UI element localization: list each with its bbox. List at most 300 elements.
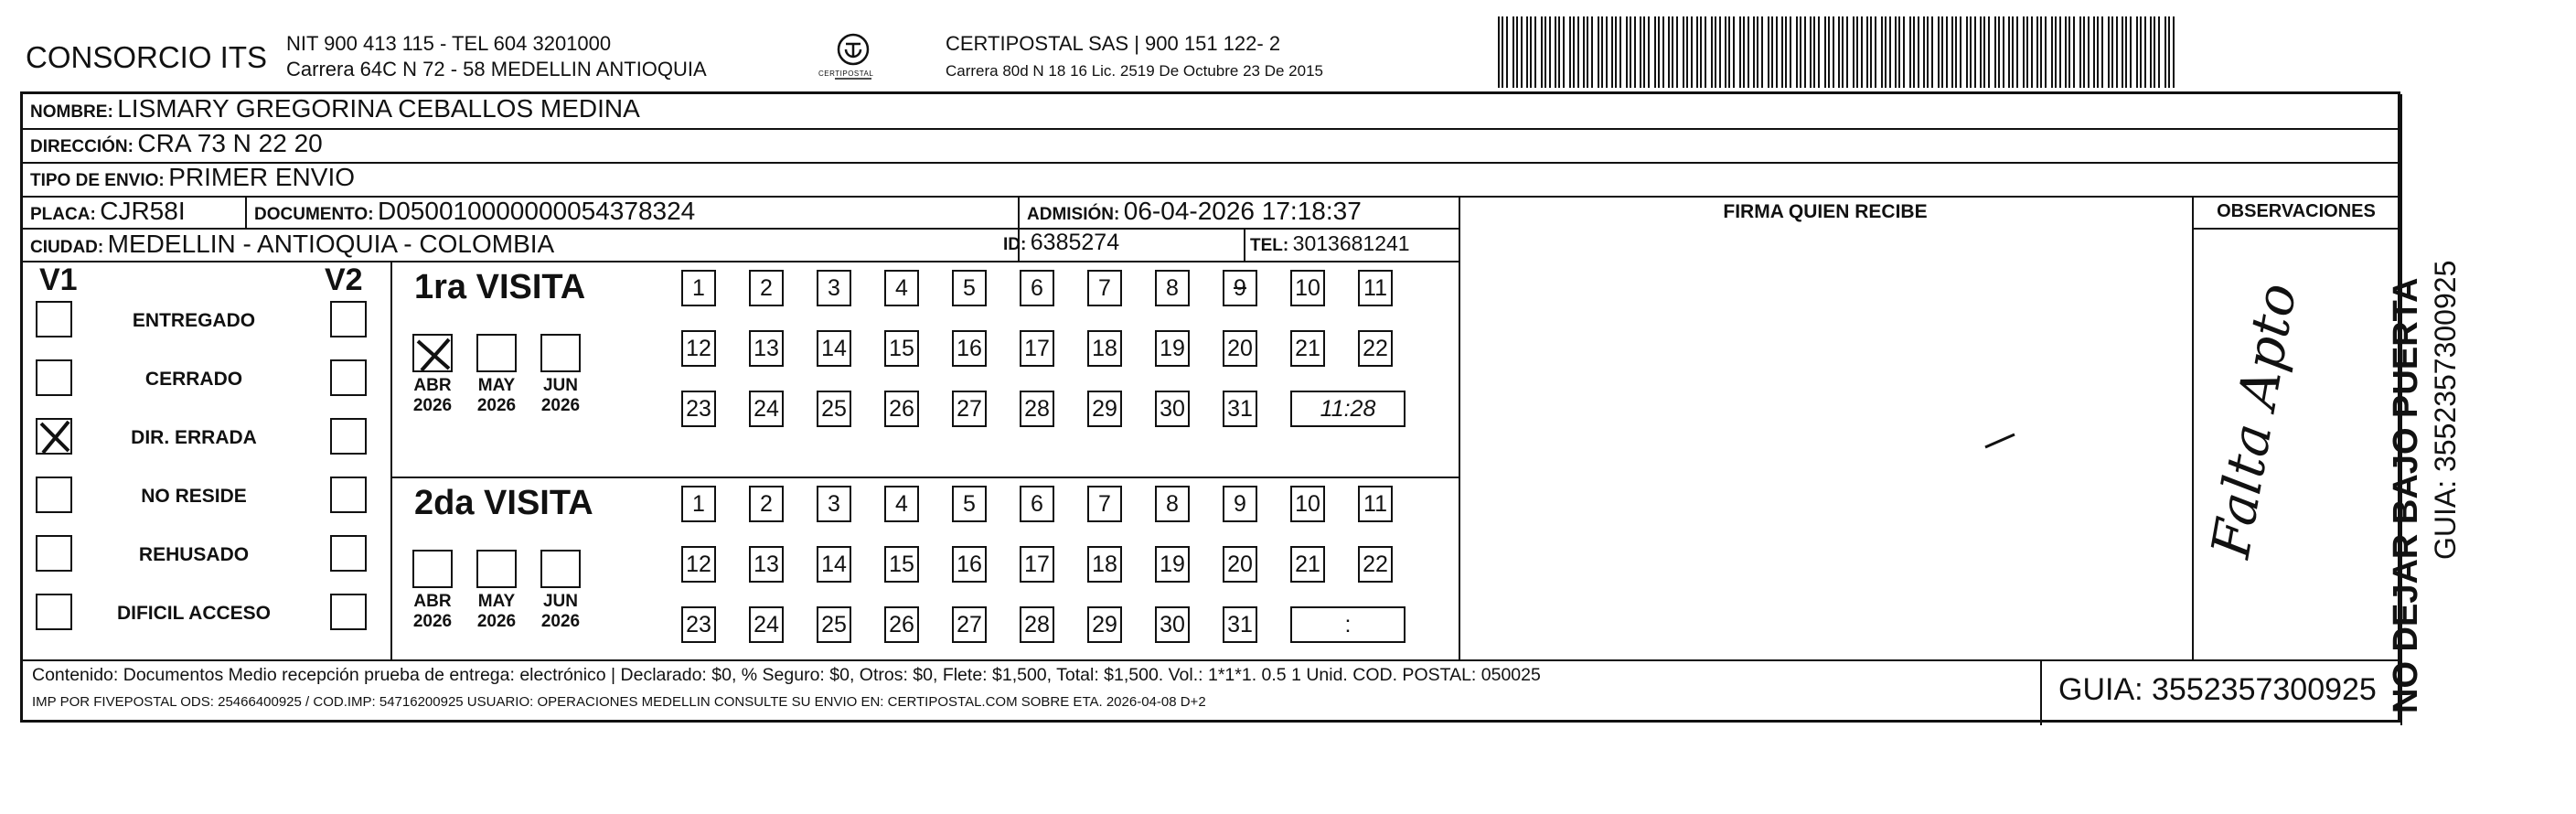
barcode-bar <box>1898 16 1900 88</box>
barcode-bar <box>1541 16 1543 88</box>
day-box[interactable]: 27 <box>952 606 987 643</box>
tipo-row <box>30 163 355 192</box>
check-x-icon <box>414 336 454 374</box>
status-label: REHUSADO <box>138 544 250 565</box>
barcode-bar <box>1846 16 1848 88</box>
month-checkbox[interactable] <box>412 550 453 588</box>
day-box[interactable]: 3 <box>817 270 851 306</box>
month-label <box>533 592 588 632</box>
barcode-bar <box>1526 16 1528 88</box>
day-box[interactable]: 7 <box>1087 270 1122 306</box>
barcode-bar <box>1563 16 1565 88</box>
placa-label: PLACA: <box>30 205 96 224</box>
direccion-value: CRA 73 N 22 20 <box>137 129 323 157</box>
documento-label: DOCUMENTO: <box>254 205 374 224</box>
barcode-bar <box>1606 16 1608 88</box>
day-box[interactable]: 29 <box>1087 391 1122 427</box>
month-year: 2026 <box>540 612 581 631</box>
barcode-bar <box>1810 16 1812 88</box>
barcode-bar <box>2093 16 2095 88</box>
day-box[interactable]: 11 <box>1358 486 1393 522</box>
direccion-label: DIRECCIÓN: <box>30 137 134 156</box>
day-box[interactable]: 31 <box>1223 391 1257 427</box>
day-box[interactable]: 13 <box>749 330 784 367</box>
barcode-bar <box>2173 16 2175 88</box>
barcode-bar <box>1630 16 1631 88</box>
day-box[interactable]: 29 <box>1087 606 1122 643</box>
barcode-bar <box>1545 16 1546 88</box>
barcode-bar <box>1913 16 1915 88</box>
day-box[interactable]: 5 <box>952 270 987 306</box>
placa-row <box>30 197 186 226</box>
barcode-bar <box>1955 16 1957 88</box>
barcode-bar <box>1683 16 1684 88</box>
barcode-bar <box>1506 16 1508 88</box>
barcode-bar <box>1611 16 1613 88</box>
barcode-bar <box>1672 16 1673 88</box>
day-box[interactable]: 10 <box>1290 270 1325 306</box>
status-label: CERRADO <box>144 369 243 390</box>
v2-header: V2 <box>325 262 363 297</box>
barcode-bar <box>2130 16 2132 88</box>
month-year: 2026 <box>540 396 581 415</box>
barcode-bar <box>1686 16 1688 88</box>
nombre-value: LISMARY GREGORINA CEBALLOS MEDINA <box>117 94 640 123</box>
day-box[interactable]: 25 <box>817 606 851 643</box>
month-checkbox[interactable] <box>476 550 517 588</box>
documento-value: D050010000000054378324 <box>378 197 696 225</box>
barcode-bar <box>1658 16 1660 88</box>
barcode-bar <box>2023 16 2025 88</box>
barcode-bar <box>1895 16 1897 88</box>
day-box[interactable]: 30 <box>1155 391 1190 427</box>
barcode-bar <box>1838 16 1840 88</box>
day-box[interactable]: 6 <box>1020 486 1054 522</box>
barcode-bar <box>2055 16 2057 88</box>
month-name: JUN <box>542 592 578 611</box>
status-v1-checkbox[interactable] <box>36 535 72 572</box>
handwritten-observation: Falta Apto <box>2199 278 2309 562</box>
v1-header: V1 <box>39 262 78 297</box>
admision-label: ADMISIÓN: <box>1027 205 1120 224</box>
barcode-bar <box>1927 16 1929 88</box>
day-box[interactable]: 4 <box>884 270 919 306</box>
barcode-bar <box>1748 16 1749 88</box>
day-box[interactable]: 20 <box>1223 546 1257 583</box>
month-checkbox[interactable] <box>540 550 581 588</box>
barcode-bar <box>1970 16 1972 88</box>
barcode-bar <box>1733 16 1735 88</box>
day-box[interactable]: 18 <box>1087 330 1122 367</box>
barcode-bar <box>1861 16 1863 88</box>
status-v2-checkbox[interactable] <box>330 418 367 455</box>
barcode-bar <box>1866 16 1868 88</box>
barcode-bar <box>1903 16 1905 88</box>
id-label: ID: <box>1003 235 1027 254</box>
day-box[interactable]: 17 <box>1020 330 1054 367</box>
month-label <box>405 592 460 632</box>
day-box[interactable]: 20 <box>1223 330 1257 367</box>
month-checkbox[interactable] <box>476 334 517 372</box>
day-box[interactable]: 2 <box>749 270 784 306</box>
day-box[interactable]: 4 <box>884 486 919 522</box>
signature-mark-icon <box>1982 427 2018 455</box>
barcode-bar <box>2016 16 2018 88</box>
day-box[interactable]: 21 <box>1290 330 1325 367</box>
side-guia: GUIA: 3552357300925 <box>2429 260 2462 560</box>
month-checkbox[interactable] <box>412 334 453 372</box>
month-year: 2026 <box>476 612 517 631</box>
status-v2-checkbox[interactable] <box>330 301 367 337</box>
barcode-bar <box>1960 16 1961 88</box>
barcode-bar <box>1988 16 1990 88</box>
barcode-bar <box>1668 16 1670 88</box>
barcode-bar <box>2065 16 2067 88</box>
barcode-bar <box>1696 16 1698 88</box>
day-box[interactable]: 15 <box>884 330 919 367</box>
barcode-bar <box>2003 16 2004 88</box>
barcode-bar <box>1648 16 1650 88</box>
day-box[interactable]: 1 <box>681 270 716 306</box>
day-box[interactable]: 9 <box>1223 270 1257 306</box>
day-box[interactable]: 19 <box>1155 546 1190 583</box>
day-box[interactable]: 22 <box>1358 546 1393 583</box>
ciudad-value: MEDELLIN - ANTIOQUIA - COLOMBIA <box>107 230 555 258</box>
barcode-bar <box>1715 16 1716 88</box>
day-box[interactable]: 12 <box>681 330 716 367</box>
barcode-bar <box>1598 16 1599 88</box>
barcode-bar <box>1842 16 1844 88</box>
barcode-bar <box>1800 16 1801 88</box>
barcode <box>1498 16 2179 88</box>
barcode-bar <box>1941 16 1943 88</box>
day-box[interactable]: 28 <box>1020 606 1054 643</box>
day-box[interactable]: 11 <box>1358 270 1393 306</box>
day-box[interactable]: 16 <box>952 330 987 367</box>
barcode-bar <box>1889 16 1891 88</box>
status-v1-checkbox[interactable] <box>36 418 72 455</box>
firma-header: FIRMA QUIEN RECIBE <box>1723 201 1928 222</box>
barcode-bar <box>1516 16 1518 88</box>
visit-title: 2da VISITA <box>414 484 593 522</box>
barcode-bar <box>1743 16 1745 88</box>
day-box[interactable]: 24 <box>749 391 784 427</box>
barcode-bar <box>1615 16 1617 88</box>
certipostal-logo-icon <box>828 31 879 86</box>
barcode-bar <box>2079 16 2081 88</box>
barcode-bar <box>1918 16 1919 88</box>
tipo-value: PRIMER ENVIO <box>168 163 356 191</box>
day-box[interactable]: 5 <box>952 486 987 522</box>
day-box[interactable]: 3 <box>817 486 851 522</box>
barcode-bar <box>1719 16 1721 88</box>
barcode-bar <box>1994 16 1996 88</box>
company-name: CONSORCIO ITS <box>26 40 268 74</box>
admision-value: 06-04-2026 17:18:37 <box>1123 197 1362 225</box>
barcode-bar <box>1555 16 1556 88</box>
barcode-bar <box>1757 16 1758 88</box>
footer-content: Contenido: Documentos Medio recepción prueba de entrega: electrónico | Declarado: $0, % Seguro: $0, Otros: $0, Flete: $1,500, Total: $1,500. Vol.: 1*1*1. 0.5 1 Unid. COD. POSTAL: 050025 <box>32 665 1541 685</box>
barcode-bar <box>2122 16 2123 88</box>
status-v1-checkbox[interactable] <box>36 301 72 337</box>
observaciones-header: OBSERVACIONES <box>2217 201 2376 221</box>
company-address: Carrera 64C N 72 - 58 MEDELLIN ANTIOQUIA <box>286 58 707 80</box>
barcode-bar <box>1619 16 1621 88</box>
barcode-bar <box>2088 16 2090 88</box>
barcode-bar <box>1512 16 1514 88</box>
barcode-bar <box>1909 16 1911 88</box>
month-label <box>469 376 524 416</box>
barcode-bar <box>2158 16 2160 88</box>
barcode-bar <box>1833 16 1834 88</box>
month-label <box>469 592 524 632</box>
barcode-bar <box>1739 16 1741 88</box>
barcode-bar <box>1601 16 1603 88</box>
barcode-bar <box>1577 16 1579 88</box>
barcode-bar <box>1781 16 1783 88</box>
barcode-bar <box>1768 16 1769 88</box>
barcode-bar <box>2101 16 2103 88</box>
status-label: DIFICIL ACCESO <box>116 603 271 624</box>
barcode-bar <box>1626 16 1628 88</box>
tel-value: 3013681241 <box>1292 231 1410 255</box>
day-box[interactable]: 9 <box>1223 486 1257 522</box>
barcode-bar <box>1776 16 1778 88</box>
barcode-bar <box>1676 16 1678 88</box>
placa-value: CJR58I <box>100 197 186 225</box>
day-box[interactable]: 16 <box>952 546 987 583</box>
status-v1-checkbox[interactable] <box>36 477 72 513</box>
shipping-form <box>20 91 2400 723</box>
barcode-bar <box>2031 16 2033 88</box>
day-box[interactable]: 21 <box>1290 546 1325 583</box>
barcode-bar <box>2026 16 2028 88</box>
barcode-bar <box>2059 16 2061 88</box>
footer-guia: GUIA: 3552357300925 <box>2058 672 2377 707</box>
day-box[interactable]: 27 <box>952 391 987 427</box>
barcode-bar <box>1700 16 1702 88</box>
barcode-bar <box>2164 16 2166 88</box>
barcode-bar <box>1998 16 2000 88</box>
month-checkbox[interactable] <box>540 334 581 372</box>
barcode-bar <box>1549 16 1551 88</box>
day-box[interactable]: 28 <box>1020 391 1054 427</box>
month-name: JUN <box>542 376 578 395</box>
barcode-bar <box>1558 16 1560 88</box>
status-v1-checkbox[interactable] <box>36 359 72 396</box>
barcode-bar <box>2045 16 2047 88</box>
day-box[interactable]: 15 <box>884 546 919 583</box>
barcode-bar <box>2111 16 2113 88</box>
day-box[interactable]: 6 <box>1020 270 1054 306</box>
barcode-bar <box>1923 16 1925 88</box>
status-v2-checkbox[interactable] <box>330 359 367 396</box>
status-label: DIR. ERRADA <box>131 427 257 448</box>
barcode-bar <box>1856 16 1858 88</box>
barcode-bar <box>2168 16 2170 88</box>
barcode-bar <box>2036 16 2038 88</box>
barcode-bar <box>2108 16 2110 88</box>
barcode-bar <box>2144 16 2146 88</box>
barcode-bar <box>2040 16 2042 88</box>
barcode-bar <box>2097 16 2099 88</box>
barcode-bar <box>1813 16 1815 88</box>
barcode-bar <box>1521 16 1523 88</box>
barcode-bar <box>2136 16 2138 88</box>
barcode-bar <box>1790 16 1791 88</box>
barcode-bar <box>1654 16 1656 88</box>
status-label: ENTREGADO <box>132 310 256 331</box>
day-box[interactable]: 23 <box>681 606 716 643</box>
day-box[interactable]: 10 <box>1290 486 1325 522</box>
ciudad-label: CIUDAD: <box>30 238 104 257</box>
tel-row <box>1250 231 1410 256</box>
month-year: 2026 <box>476 396 517 415</box>
day-box[interactable]: 17 <box>1020 546 1054 583</box>
check-x-icon <box>37 420 74 456</box>
barcode-bar <box>2116 16 2118 88</box>
logo-caption: CERTIPOSTAL <box>818 70 874 78</box>
barcode-bar <box>1691 16 1693 88</box>
day-box[interactable]: 26 <box>884 391 919 427</box>
barcode-bar <box>1870 16 1872 88</box>
barcode-bar <box>1983 16 1985 88</box>
day-box[interactable]: 22 <box>1358 330 1393 367</box>
barcode-bar <box>2083 16 2085 88</box>
barcode-bar <box>2073 16 2075 88</box>
barcode-bar <box>1938 16 1940 88</box>
barcode-bar <box>1498 16 1500 88</box>
month-year: 2026 <box>412 396 453 415</box>
barcode-bar <box>1785 16 1787 88</box>
barcode-bar <box>1946 16 1948 88</box>
tipo-label: TIPO DE ENVIO: <box>30 171 165 190</box>
status-v2-checkbox[interactable] <box>330 535 367 572</box>
barcode-bar <box>1640 16 1641 88</box>
barcode-bar <box>1980 16 1982 88</box>
ciudad-row <box>30 230 554 259</box>
day-box[interactable]: 30 <box>1155 606 1190 643</box>
admision-row <box>1027 197 1362 226</box>
day-box[interactable]: 14 <box>817 330 851 367</box>
day-box[interactable]: 8 <box>1155 486 1190 522</box>
barcode-bar <box>1534 16 1536 88</box>
nombre-row <box>30 94 640 123</box>
barcode-bar <box>1828 16 1830 88</box>
barcode-bar <box>1824 16 1826 88</box>
barcode-bar <box>1634 16 1636 88</box>
barcode-bar <box>1583 16 1585 88</box>
day-box[interactable]: 14 <box>817 546 851 583</box>
footer-imp: IMP POR FIVEPOSTAL ODS: 25466400925 / COD.IMP: 54716200925 USUARIO: OPERACIONES MEDELLIN CONSULTE SU ENVIO EN: CERTIPOSTAL.COM SOBRE ETA. 2026-04-08 D+2 <box>32 694 1206 710</box>
day-box[interactable]: 7 <box>1087 486 1122 522</box>
month-name: ABR <box>413 592 452 611</box>
company-nit: NIT 900 413 115 - TEL 604 3201000 <box>286 32 612 55</box>
month-name: MAY <box>477 592 516 611</box>
day-box[interactable]: 31 <box>1223 606 1257 643</box>
status-label: NO RESIDE <box>141 486 247 507</box>
status-v2-checkbox[interactable] <box>330 594 367 630</box>
barcode-bar <box>2008 16 2010 88</box>
month-label <box>405 376 460 416</box>
barcode-bar <box>1728 16 1730 88</box>
id-row <box>1003 230 1119 256</box>
barcode-bar <box>2125 16 2127 88</box>
day-box[interactable]: 23 <box>681 391 716 427</box>
barcode-bar <box>1796 16 1798 88</box>
barcode-bar <box>1573 16 1575 88</box>
barcode-bar <box>1662 16 1664 88</box>
barcode-bar <box>2154 16 2155 88</box>
barcode-bar <box>1711 16 1713 88</box>
day-box[interactable]: 25 <box>817 391 851 427</box>
barcode-bar <box>1875 16 1876 88</box>
visit-time-field[interactable]: : <box>1290 606 1406 643</box>
id-value: 6385274 <box>1030 230 1120 255</box>
day-box[interactable]: 26 <box>884 606 919 643</box>
certipostal-address: Carrera 80d N 18 16 Lic. 2519 De Octubre 23 De 2015 <box>946 62 1323 80</box>
barcode-bar <box>2150 16 2152 88</box>
day-box[interactable]: 1 <box>681 486 716 522</box>
barcode-bar <box>1502 16 1503 88</box>
barcode-bar <box>1853 16 1855 88</box>
barcode-bar <box>1761 16 1763 88</box>
barcode-bar <box>1885 16 1887 88</box>
no-dejar-bajo-puerta: NO DEJAR BAJO PUERTA <box>2387 277 2425 713</box>
visit-time-field[interactable]: 11:28 <box>1290 391 1406 427</box>
barcode-bar <box>1966 16 1968 88</box>
direccion-row <box>30 129 323 158</box>
barcode-bar <box>1591 16 1593 88</box>
certipostal-info <box>946 31 1323 84</box>
day-box[interactable]: 18 <box>1087 546 1122 583</box>
barcode-bar <box>1705 16 1706 88</box>
barcode-bar <box>1725 16 1726 88</box>
status-v2-checkbox[interactable] <box>330 477 367 513</box>
nombre-label: NOMBRE: <box>30 102 113 122</box>
day-box[interactable]: 13 <box>749 546 784 583</box>
month-name: ABR <box>413 376 452 395</box>
barcode-bar <box>1881 16 1883 88</box>
day-box[interactable]: 12 <box>681 546 716 583</box>
barcode-bar <box>1643 16 1645 88</box>
certipostal-name: CERTIPOSTAL SAS | 900 151 122- 2 <box>946 32 1281 55</box>
barcode-bar <box>1818 16 1820 88</box>
month-label <box>533 376 588 416</box>
documento-row <box>254 197 695 226</box>
barcode-bar <box>2051 16 2053 88</box>
barcode-bar <box>1753 16 1755 88</box>
barcode-bar <box>1569 16 1571 88</box>
month-year: 2026 <box>412 612 453 631</box>
day-box[interactable]: 8 <box>1155 270 1190 306</box>
tel-label: TEL: <box>1250 236 1289 255</box>
day-box[interactable]: 19 <box>1155 330 1190 367</box>
visit-title: 1ra VISITA <box>414 268 586 306</box>
barcode-bar <box>1771 16 1773 88</box>
status-v1-checkbox[interactable] <box>36 594 72 630</box>
barcode-bar <box>2140 16 2142 88</box>
day-box[interactable]: 2 <box>749 486 784 522</box>
barcode-bar <box>1587 16 1588 88</box>
company-info <box>286 31 707 82</box>
barcode-bar <box>1974 16 1976 88</box>
barcode-bar <box>1530 16 1532 88</box>
barcode-bar <box>2068 16 2070 88</box>
barcode-bar <box>2012 16 2014 88</box>
month-name: MAY <box>477 376 516 395</box>
day-box[interactable]: 24 <box>749 606 784 643</box>
